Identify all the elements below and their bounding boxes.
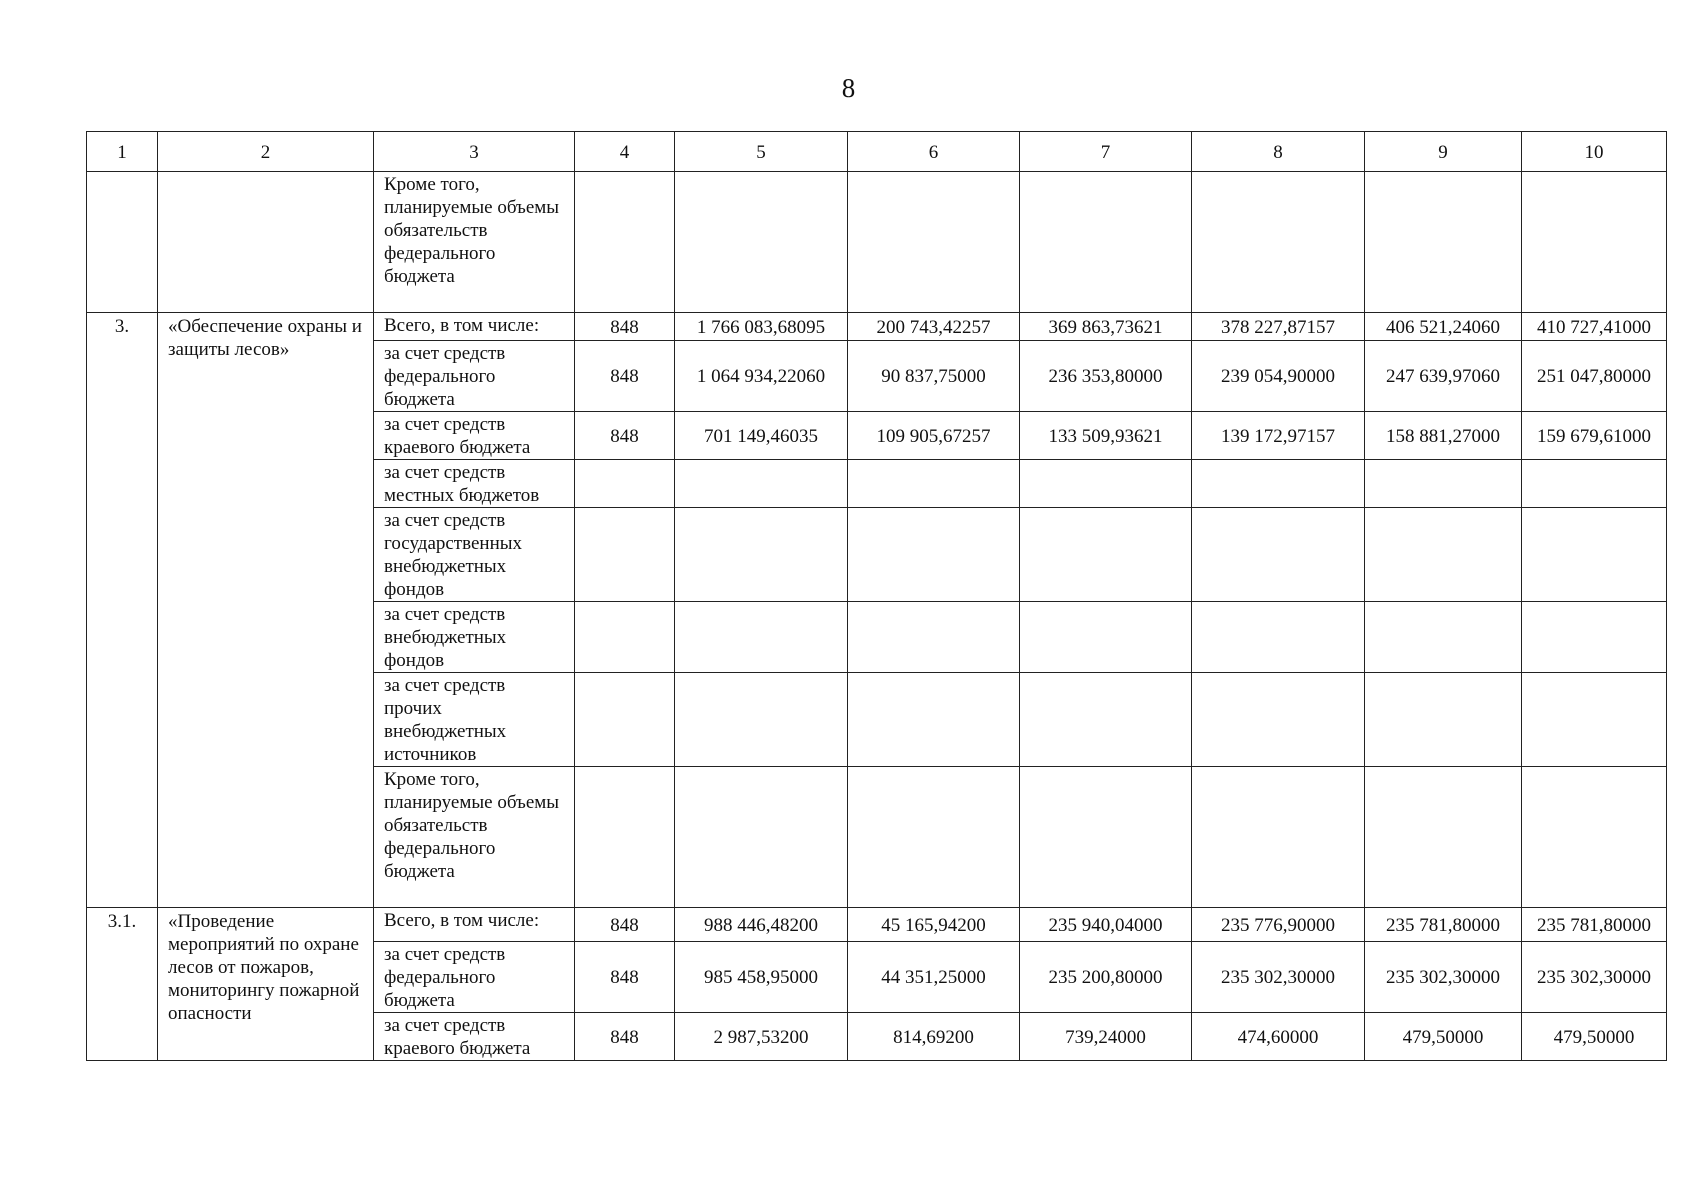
table-row [87,908,1667,942]
index-cell: 3. [87,313,158,908]
value-cell [675,673,848,767]
value-cell [848,767,1020,908]
value-cell: 406 521,24060 [1365,313,1522,341]
value-cell: 235 776,90000 [1192,908,1365,942]
page-number: 8 [841,73,856,103]
value-cell [1365,673,1522,767]
column-header: 6 [848,132,1020,172]
value-cell: 235 302,30000 [1365,942,1522,1013]
value-cell: 985 458,95000 [675,942,848,1013]
value-cell: 45 165,94200 [848,908,1020,942]
source-cell: Кроме того, планируемые объемы обязательств федерального бюджета [374,767,575,908]
value-cell [848,508,1020,602]
value-cell [848,602,1020,673]
value-cell [1192,673,1365,767]
value-cell: 235 200,80000 [1020,942,1192,1013]
value-cell: 988 446,48200 [675,908,848,942]
code-cell [575,767,675,908]
value-cell: 139 172,97157 [1192,412,1365,460]
source-cell: за счет средств федерального бюджета [374,341,575,412]
value-cell [675,172,848,313]
table-row [87,172,1667,313]
value-cell: 2 987,53200 [675,1013,848,1061]
code-cell [575,460,675,508]
value-cell: 159 679,61000 [1522,412,1667,460]
value-cell [1192,508,1365,602]
column-header: 4 [575,132,675,172]
value-cell: 235 781,80000 [1365,908,1522,942]
value-cell: 235 781,80000 [1522,908,1667,942]
source-cell: за счет средств прочих внебюджетных источников [374,673,575,767]
column-header: 8 [1192,132,1365,172]
value-cell: 109 905,67257 [848,412,1020,460]
source-cell: Всего, в том числе: [374,908,575,942]
value-cell [1020,673,1192,767]
value-cell [675,602,848,673]
value-cell [1365,508,1522,602]
code-cell [575,602,675,673]
value-cell [1365,460,1522,508]
value-cell: 200 743,42257 [848,313,1020,341]
value-cell: 701 149,46035 [675,412,848,460]
value-cell [1365,172,1522,313]
value-cell [1020,602,1192,673]
table-row [87,313,1667,341]
value-cell [1020,172,1192,313]
value-cell [1020,460,1192,508]
column-header: 7 [1020,132,1192,172]
value-cell: 235 302,30000 [1522,942,1667,1013]
value-cell [1522,172,1667,313]
code-cell: 848 [575,908,675,942]
source-cell: за счет средств местных бюджетов [374,460,575,508]
value-cell: 378 227,87157 [1192,313,1365,341]
source-cell: за счет средств внебюджетных фондов [374,602,575,673]
budget-table [86,131,1667,1061]
value-cell: 133 509,93621 [1020,412,1192,460]
code-cell [575,673,675,767]
value-cell [1522,767,1667,908]
value-cell: 479,50000 [1522,1013,1667,1061]
value-cell [1522,673,1667,767]
value-cell: 410 727,41000 [1522,313,1667,341]
source-cell: за счет средств краевого бюджета [374,412,575,460]
value-cell: 369 863,73621 [1020,313,1192,341]
code-cell [575,508,675,602]
value-cell: 814,69200 [848,1013,1020,1061]
column-header: 9 [1365,132,1522,172]
value-cell [1192,602,1365,673]
value-cell: 739,24000 [1020,1013,1192,1061]
value-cell [1020,508,1192,602]
value-cell: 235 302,30000 [1192,942,1365,1013]
value-cell [1192,460,1365,508]
table-header-row [87,132,1667,172]
index-cell: 3.1. [87,908,158,1061]
source-cell: Всего, в том числе: [374,313,575,341]
value-cell [1522,508,1667,602]
name-cell: «Проведение мероприятий по охране лесов от пожаров, мониторингу пожарной опасности [158,908,374,1061]
column-header: 10 [1522,132,1667,172]
value-cell [848,673,1020,767]
value-cell: 1 064 934,22060 [675,341,848,412]
name-cell: «Обеспечение охраны и защиты лесов» [158,313,374,908]
value-cell [1522,460,1667,508]
source-cell: Кроме того, планируемые объемы обязательств федерального бюджета [374,172,575,313]
value-cell [1522,602,1667,673]
value-cell [1192,172,1365,313]
column-header: 3 [374,132,575,172]
value-cell [1192,767,1365,908]
value-cell: 90 837,75000 [848,341,1020,412]
source-cell: за счет средств государственных внебюджетных фондов [374,508,575,602]
value-cell [1365,602,1522,673]
code-cell: 848 [575,313,675,341]
value-cell: 236 353,80000 [1020,341,1192,412]
value-cell: 239 054,90000 [1192,341,1365,412]
value-cell: 158 881,27000 [1365,412,1522,460]
value-cell [575,172,675,313]
value-cell [848,460,1020,508]
name-cell [158,172,374,313]
source-cell: за счет средств краевого бюджета [374,1013,575,1061]
value-cell [675,767,848,908]
value-cell [1365,767,1522,908]
value-cell: 251 047,80000 [1522,341,1667,412]
value-cell [1020,767,1192,908]
value-cell: 44 351,25000 [848,942,1020,1013]
column-header: 1 [87,132,158,172]
code-cell: 848 [575,412,675,460]
value-cell [675,508,848,602]
value-cell [848,172,1020,313]
index-cell [87,172,158,313]
value-cell [675,460,848,508]
code-cell: 848 [575,942,675,1013]
value-cell: 479,50000 [1365,1013,1522,1061]
value-cell: 474,60000 [1192,1013,1365,1061]
code-cell: 848 [575,341,675,412]
value-cell: 247 639,97060 [1365,341,1522,412]
code-cell: 848 [575,1013,675,1061]
value-cell: 1 766 083,68095 [675,313,848,341]
source-cell: за счет средств федерального бюджета [374,942,575,1013]
column-header: 5 [675,132,848,172]
value-cell: 235 940,04000 [1020,908,1192,942]
column-header: 2 [158,132,374,172]
